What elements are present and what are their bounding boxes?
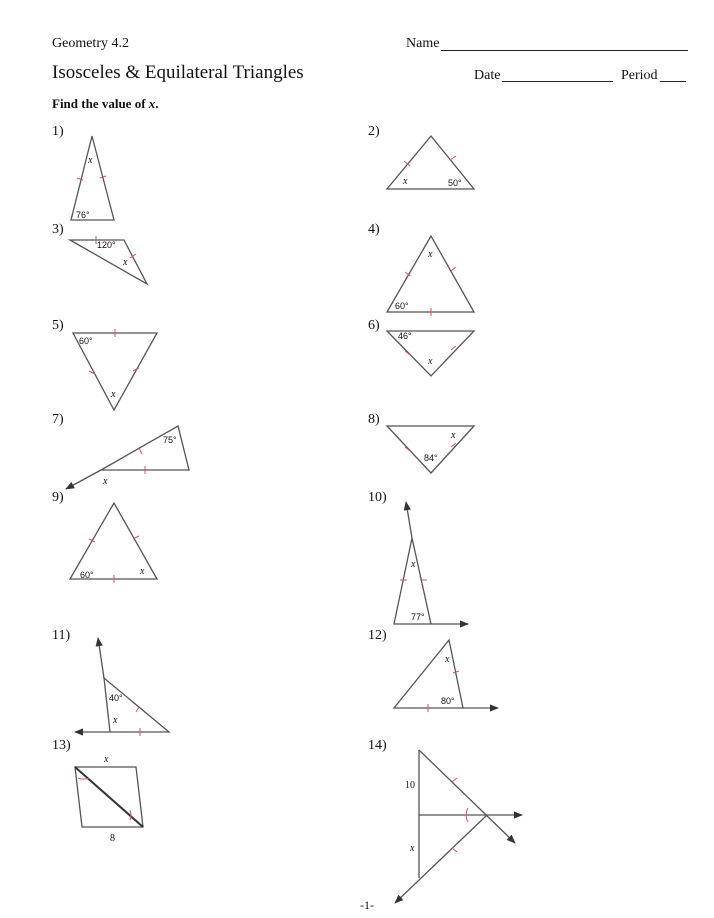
label-11-x: x	[113, 715, 118, 726]
label-10-x: x	[411, 559, 416, 570]
label-5-angle: 60°	[79, 336, 93, 346]
label-13-x: x	[104, 754, 109, 765]
label-7-angle: 75°	[163, 435, 177, 445]
extension-ray-10a	[406, 502, 412, 538]
label-6-x: x	[428, 356, 433, 367]
problem-number-14: 14)	[368, 738, 387, 753]
label-12-angle: 80°	[441, 696, 455, 706]
triangle-7	[101, 426, 189, 470]
label-12-x: x	[445, 654, 450, 665]
problem-number-1: 1)	[52, 124, 64, 139]
label-4-angle: 60°	[395, 301, 409, 311]
label-9-angle: 60°	[80, 570, 94, 580]
tick-marks	[77, 156, 468, 852]
label-14-side: 10	[405, 780, 415, 791]
extension-ray-11a	[98, 638, 104, 678]
label-10-angle: 77°	[411, 612, 425, 622]
problem-number-8: 8)	[368, 412, 380, 427]
problem-number-7: 7)	[52, 412, 64, 427]
label-1-angle: 76°	[76, 210, 90, 220]
label-11-angle: 40°	[109, 693, 123, 703]
problem-number-5: 5)	[52, 318, 64, 333]
date-label: Date	[474, 68, 501, 83]
label-2-angle: 50°	[448, 178, 462, 188]
instructions-variable: x	[148, 96, 156, 111]
name-label: Name	[406, 36, 440, 51]
label-4-x: x	[428, 249, 433, 260]
label-3-angle: 120°	[97, 240, 116, 250]
diagonal-13	[75, 767, 143, 827]
problem-number-2: 2)	[368, 124, 380, 139]
label-2-x: x	[403, 176, 408, 187]
problem-number-13: 13)	[52, 738, 71, 753]
label-3-x: x	[123, 257, 128, 268]
problem-number-6: 6)	[368, 318, 380, 333]
ray-14-upper	[419, 750, 515, 843]
label-6-angle: 46°	[398, 331, 412, 341]
instructions-end: .	[155, 96, 159, 111]
period-label: Period	[621, 68, 658, 83]
extension-ray-7	[66, 470, 101, 489]
label-5-x: x	[111, 389, 116, 400]
worksheet-title: Isosceles & Equilateral Triangles	[52, 62, 304, 83]
label-1-x: x	[88, 155, 93, 166]
problem-number-12: 12)	[368, 628, 387, 643]
label-8-x: x	[451, 430, 456, 441]
label-7-x: x	[103, 476, 108, 487]
problem-number-10: 10)	[368, 490, 387, 505]
problem-number-9: 9)	[52, 490, 64, 505]
page-number: -1-	[360, 898, 374, 912]
problem-number-4: 4)	[368, 222, 380, 237]
problem-number-11: 11)	[52, 628, 71, 643]
triangle-8	[387, 426, 474, 473]
ray-14-lower	[395, 815, 487, 903]
problem-number-3: 3)	[52, 222, 64, 237]
course-title: Geometry 4.2	[52, 36, 129, 51]
label-14-x: x	[410, 843, 415, 854]
label-8-angle: 84°	[424, 453, 438, 463]
label-13-side: 8	[110, 833, 115, 844]
label-9-x: x	[140, 566, 145, 577]
instructions-text: Find the value of	[52, 96, 149, 111]
